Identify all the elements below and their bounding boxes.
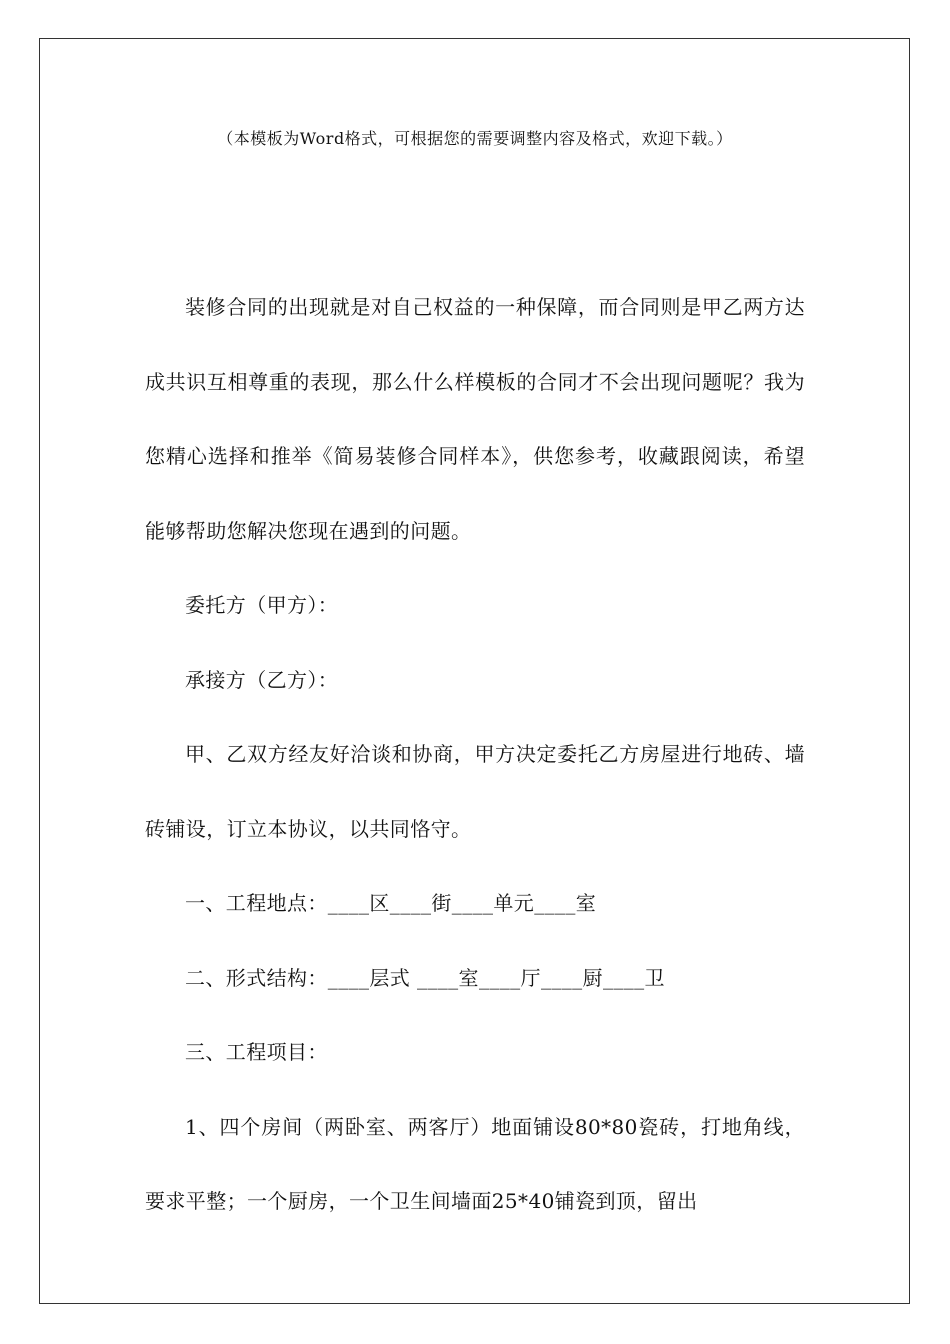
project-items-heading: 三、工程项目： (185, 1040, 328, 1064)
template-note: （本模板为Word格式，可根据您的需要调整内容及格式，欢迎下载。） (217, 129, 733, 148)
project-location-line: 一、工程地点：____区____街____单元____室 (185, 891, 597, 915)
project-item-1: 1、四个房间（两卧室、两客厅）地面铺设80*80瓷砖，打地角线，要求平整；一个厨房，一个卫生间墙面25*40铺瓷到顶，留出 (145, 1114, 805, 1213)
intro-paragraph: 装修合同的出现就是对自己权益的一种保障，而合同则是甲乙两方达成共识互相尊重的表现，那么什么样模板的合同才不会出现问题呢？我为您精心选择和推举《简易装修合同样本》，供您参考，收藏跟阅读，希望能够帮助您解决您现在遇到的问题。 (145, 295, 805, 543)
agreement-paragraph: 甲、乙双方经友好洽谈和协商，甲方决定委托乙方房屋进行地砖、墙砖铺设，订立本协议，以共同恪守。 (145, 742, 805, 841)
client-party-line: 委托方（甲方）： (185, 593, 339, 617)
structure-type-line: 二、形式结构：____层式 ____室____厅____厨____卫 (185, 965, 665, 990)
document-body (145, 270, 805, 1239)
contractor-party-line: 承接方（乙方）： (185, 667, 339, 692)
